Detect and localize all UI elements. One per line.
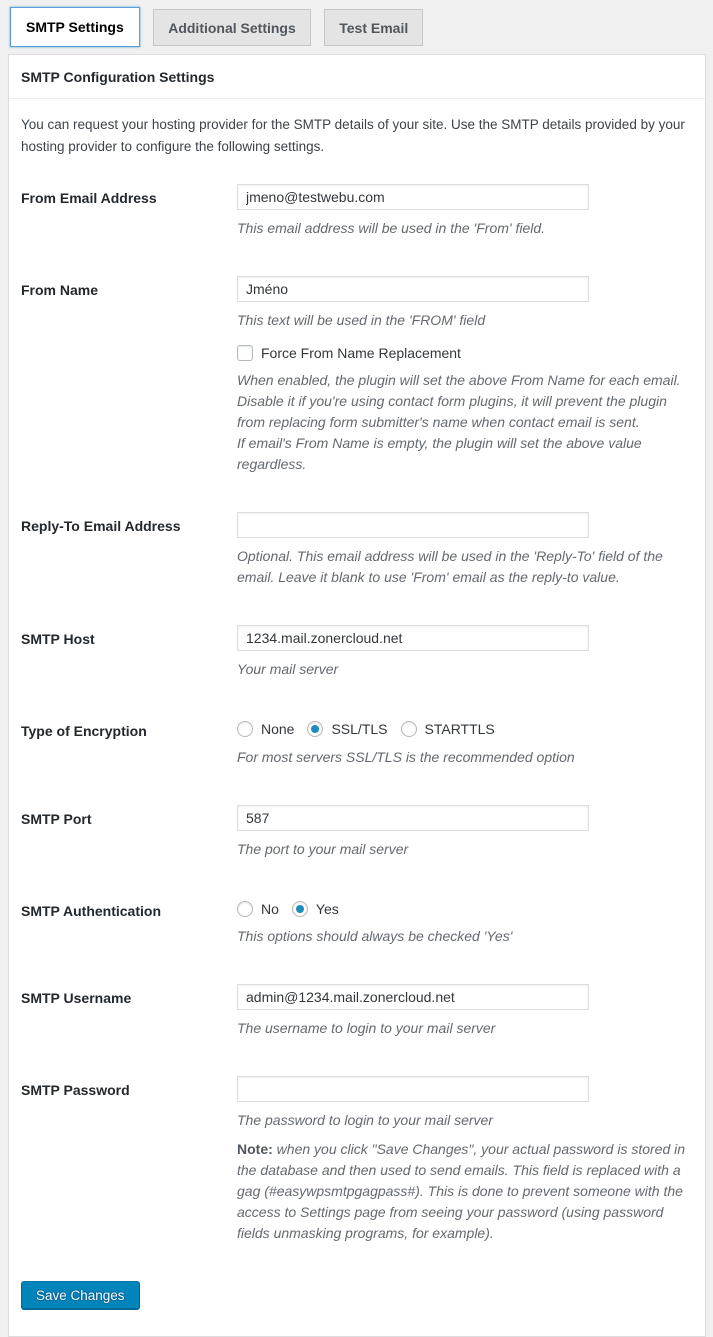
smtp-port-input[interactable] <box>237 805 589 831</box>
smtp-settings-panel <box>8 54 706 1337</box>
smtp-host-help: Your mail server <box>237 661 339 678</box>
from-email-label: From Email Address <box>21 190 157 207</box>
smtp-password-label: SMTP Password <box>21 1081 130 1098</box>
tab-smtp-settings[interactable]: SMTP Settings <box>10 7 140 47</box>
smtp-auth-radio-no[interactable] <box>237 901 253 917</box>
encryption-radio-none[interactable] <box>237 721 253 737</box>
smtp-port-help: The port to your mail server <box>237 840 409 857</box>
smtp-auth-radio-yes[interactable] <box>292 901 308 917</box>
encryption-radio-ssltls[interactable] <box>307 721 323 737</box>
save-changes-button[interactable]: Save Changes <box>21 1281 140 1310</box>
from-name-input[interactable] <box>237 276 589 302</box>
smtp-password-note-label: Note: <box>237 1140 273 1157</box>
field-row-smtp-port <box>21 805 693 860</box>
tab-bar <box>10 8 706 48</box>
reply-to-input[interactable] <box>237 512 589 538</box>
tab-additional-settings[interactable]: Additional Settings <box>153 9 311 46</box>
encryption-option-starttls-label: STARTTLS <box>424 721 495 738</box>
force-from-name-note-part2: If email's From Name is empty, the plugin will set the above value regardless. <box>237 435 642 473</box>
panel-body <box>9 114 705 1336</box>
encryption-option-ssltls-label: SSL/TLS <box>331 721 388 738</box>
tab-test-email[interactable]: Test Email <box>324 9 423 46</box>
field-row-smtp-host <box>21 625 693 680</box>
smtp-host-input[interactable] <box>237 625 589 651</box>
smtp-auth-option-no-label: No <box>261 900 279 917</box>
force-from-name-label: Force From Name Replacement <box>261 345 461 362</box>
from-name-help: This text will be used in the 'FROM' field <box>237 312 486 329</box>
field-row-reply-to <box>21 512 693 588</box>
panel-title: SMTP Configuration Settings <box>9 55 705 99</box>
smtp-password-input[interactable] <box>237 1076 589 1102</box>
field-row-smtp-password <box>21 1076 693 1244</box>
field-row-from-name <box>21 276 693 475</box>
smtp-password-note <box>237 1139 693 1244</box>
encryption-help: For most servers SSL/TLS is the recommended option <box>237 748 575 765</box>
field-row-smtp-username <box>21 984 693 1039</box>
encryption-radio-group <box>237 717 693 738</box>
reply-to-help: Optional. This email address will be used in the 'Reply-To' field of the email. Leave it blank to use 'From' email as the reply-to value. <box>237 548 663 586</box>
force-from-name-checkbox[interactable] <box>237 345 253 361</box>
force-from-name-note-part1: When enabled, the plugin will set the above From Name for each email. Disable it if you're using contact form plugins, it will prevent the plugin from replacing form submitter's name when contact email is sent. <box>237 372 681 431</box>
from-email-help: This email address will be used in the 'From' field. <box>237 220 546 237</box>
smtp-username-help: The username to login to your mail server <box>237 1019 496 1036</box>
smtp-port-label: SMTP Port <box>21 810 92 827</box>
smtp-auth-help: This options should always be checked 'Yes' <box>237 927 513 944</box>
intro-text: You can request your hosting provider for the SMTP details of your site. Use the SMTP details provided by your hosting provider to configure the following settings. <box>21 117 685 154</box>
field-row-smtp-auth <box>21 897 693 947</box>
smtp-password-note-text: when you click "Save Changes", your actual password is stored in the database and then used to send emails. This field is replaced with a gag (#easywpsmtpgagpass#). This is done to prevent someone with the access to Settings page from seeing your password (using password fields unmasking programs, for example). <box>237 1140 686 1241</box>
smtp-auth-option-yes-label: Yes <box>315 900 339 917</box>
smtp-auth-radio-group <box>237 897 693 918</box>
force-from-name-note <box>237 370 693 475</box>
smtp-host-label: SMTP Host <box>21 631 95 648</box>
smtp-username-input[interactable] <box>237 984 589 1010</box>
reply-to-label: Reply-To Email Address <box>21 518 181 535</box>
from-name-label: From Name <box>21 282 99 299</box>
smtp-password-help: The password to login to your mail server <box>237 1111 493 1128</box>
from-email-input[interactable] <box>237 184 589 210</box>
smtp-auth-label: SMTP Authentication <box>21 902 161 919</box>
field-row-encryption <box>21 717 693 767</box>
smtp-username-label: SMTP Username <box>21 989 132 1006</box>
encryption-option-none-label: None <box>261 721 295 738</box>
field-row-from-email <box>21 184 693 239</box>
encryption-radio-starttls[interactable] <box>401 721 417 737</box>
submit-area <box>21 1281 693 1310</box>
encryption-label: Type of Encryption <box>21 723 147 740</box>
force-from-name-row <box>237 344 693 362</box>
